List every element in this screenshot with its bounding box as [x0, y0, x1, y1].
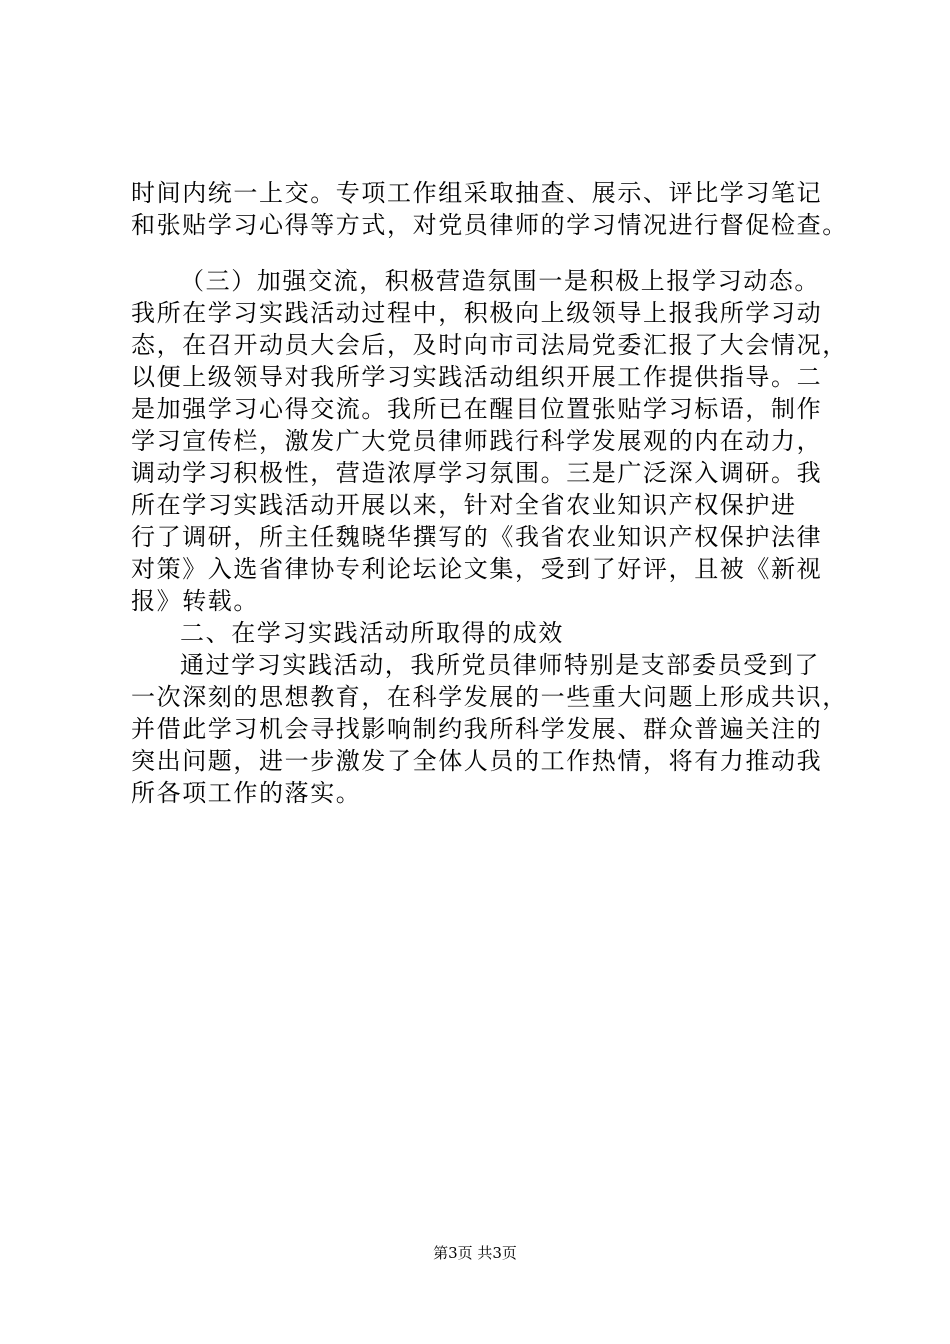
text-line: 和张贴学习心得等方式，对党员律师的学习情况进行督促检查。 — [131, 211, 848, 239]
section-heading-2: 二、在学习实践活动所取得的成效 — [180, 619, 564, 647]
text-line: 所各项工作的落实。 — [131, 779, 362, 807]
text-line: 行了调研，所主任魏晓华撰写的《我省农业知识产权保护法律 — [131, 523, 823, 551]
text-line: 学习宣传栏，激发广大党员律师践行科学发展观的内在动力， — [131, 427, 823, 455]
text-line: 并借此学习机会寻找影响制约我所科学发展、群众普遍关注的 — [131, 715, 823, 743]
page-footer: 第3页 共3页 — [433, 1244, 517, 1262]
text-line: 通过学习实践活动，我所党员律师特别是支部委员受到了 — [180, 651, 820, 679]
text-line: 我所在学习实践活动过程中，积极向上级领导上报我所学习动 — [131, 299, 823, 327]
text-line: 以便上级领导对我所学习实践活动组织开展工作提供指导。二 — [131, 363, 823, 391]
text-line: 所在学习实践活动开展以来，针对全省农业知识产权保护进 — [131, 491, 797, 519]
text-line: 态，在召开动员大会后，及时向市司法局党委汇报了大会情况， — [131, 331, 848, 359]
text-line: 是加强学习心得交流。我所已在醒目位置张贴学习标语，制作 — [131, 395, 823, 423]
text-line: 调动学习积极性，营造浓厚学习氛围。三是广泛深入调研。我 — [131, 459, 823, 487]
text-line: 报》转载。 — [131, 587, 259, 615]
section-heading-3: （三）加强交流，积极营造氛围一是积极上报学习动态。 — [180, 267, 820, 295]
text-line: 时间内统一上交。专项工作组采取抽查、展示、评比学习笔记 — [131, 179, 823, 207]
text-line: 突出问题，进一步激发了全体人员的工作热情，将有力推动我 — [131, 747, 823, 775]
text-line: 一次深刻的思想教育，在科学发展的一些重大问题上形成共识， — [131, 683, 848, 711]
text-line: 对策》入选省律协专利论坛论文集，受到了好评，且被《新视 — [131, 555, 823, 583]
